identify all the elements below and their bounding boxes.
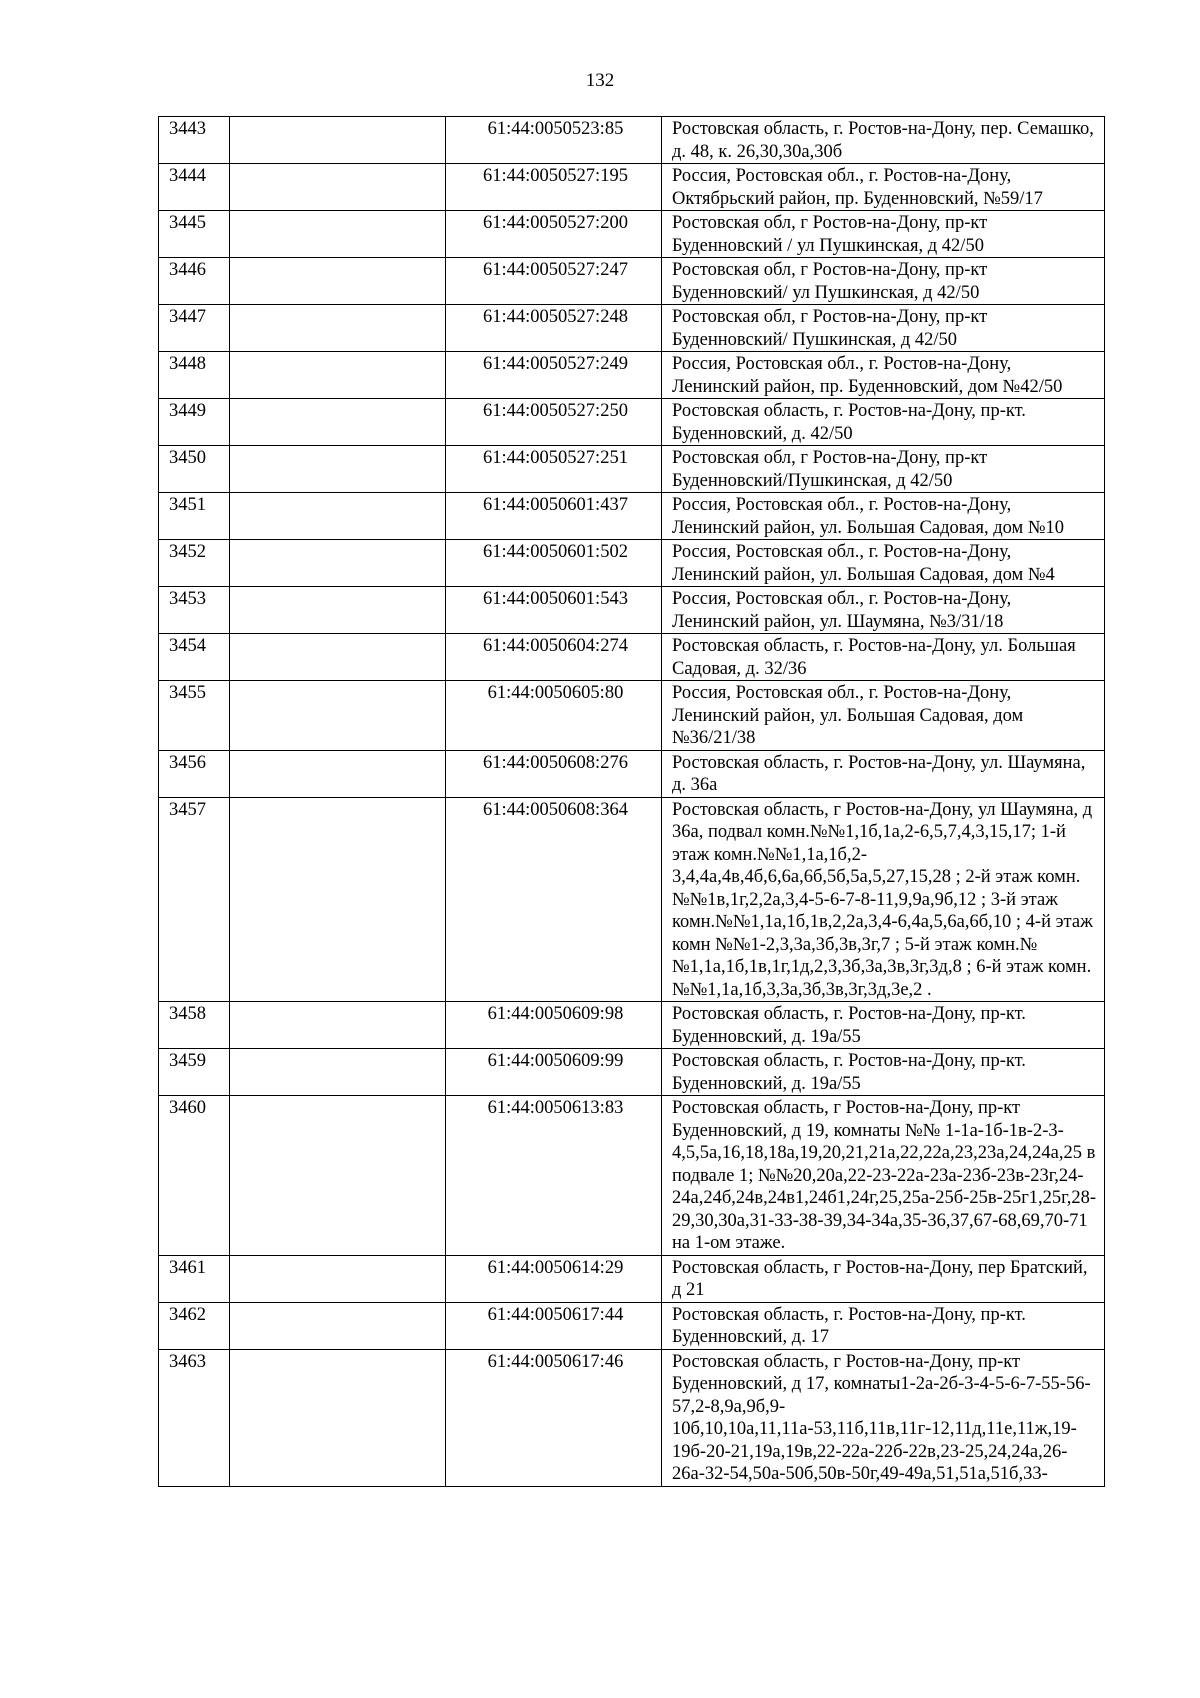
- address: Россия, Ростовская обл., г. Ростов-на-Дону, Ленинский район, ул. Большая Садовая, дом №36/21/38: [662, 681, 1105, 751]
- row-number: 3452: [159, 540, 230, 587]
- address: Ростовская область, г. Ростов-на-Дону, пр-кт. Буденновский, д. 42/50: [662, 399, 1105, 446]
- row-number: 3447: [159, 305, 230, 352]
- address: Россия, Ростовская обл., г. Ростов-на-Дону, Ленинский район, пр. Буденновский, дом №42/50: [662, 352, 1105, 399]
- table-row: [159, 1049, 1105, 1096]
- row-number: 3453: [159, 587, 230, 634]
- empty-cell: [230, 399, 446, 446]
- empty-cell: [230, 446, 446, 493]
- address: Ростовская обл, г Ростов-на-Дону, пр-кт Буденновский/Пушкинская, д 42/50: [662, 446, 1105, 493]
- address: Ростовская область, г. Ростов-на-Дону, пр-кт. Буденновский, д. 17: [662, 1302, 1105, 1349]
- row-number: 3451: [159, 493, 230, 540]
- row-number: 3456: [159, 750, 230, 797]
- empty-cell: [230, 117, 446, 164]
- address: Россия, Ростовская обл., г. Ростов-на-Дону, Октябрьский район, пр. Буденновский, №59/17: [662, 164, 1105, 211]
- table-row: [159, 446, 1105, 493]
- empty-cell: [230, 1096, 446, 1256]
- table-row: [159, 352, 1105, 399]
- cadastral-number: 61:44:0050605:80: [446, 681, 662, 751]
- table-row: [159, 211, 1105, 258]
- address: Ростовская область, г. Ростов-на-Дону, пер. Семашко, д. 48, к. 26,30,30а,30б: [662, 117, 1105, 164]
- cadastral-number: 61:44:0050617:44: [446, 1302, 662, 1349]
- empty-cell: [230, 1255, 446, 1302]
- table-row: [159, 1302, 1105, 1349]
- cadastral-number: 61:44:0050527:200: [446, 211, 662, 258]
- registry-table-body: [159, 117, 1105, 1487]
- table-row: [159, 634, 1105, 681]
- table-row: [159, 1002, 1105, 1049]
- cadastral-number: 61:44:0050614:29: [446, 1255, 662, 1302]
- row-number: 3449: [159, 399, 230, 446]
- cadastral-number: 61:44:0050609:98: [446, 1002, 662, 1049]
- registry-table: [158, 116, 1105, 1487]
- address: Ростовская область, г Ростов-на-Дону, пр-кт Буденновский, д 19, комнаты №№ 1-1а-1б-1в-2-3-4,5,5а,16,18,18а,19,20,21,21а,22,22а,23,23а,24,24а,25 в подвале 1; №№20,20а,22-23-22а-23а-23б-23в-23г,24-24а,24б,24в,24в1,24б1,24г,25,25а-25б-25в-25г1,25г,28-29,30,30а,31-33-38-39,34-34а,35-36,37,67-68,69,70-71 на 1-ом этаже.: [662, 1096, 1105, 1256]
- table-row: [159, 493, 1105, 540]
- cadastral-number: 61:44:0050527:251: [446, 446, 662, 493]
- address: Ростовская область, г. Ростов-на-Дону, ул. Большая Садовая, д. 32/36: [662, 634, 1105, 681]
- empty-cell: [230, 1349, 446, 1486]
- cadastral-number: 61:44:0050604:274: [446, 634, 662, 681]
- empty-cell: [230, 681, 446, 751]
- address: Ростовская обл, г Ростов-на-Дону, пр-кт Буденновский/ Пушкинская, д 42/50: [662, 305, 1105, 352]
- row-number: 3461: [159, 1255, 230, 1302]
- cadastral-number: 61:44:0050608:364: [446, 797, 662, 1002]
- address: Россия, Ростовская обл., г. Ростов-на-Дону, Ленинский район, ул. Большая Садовая, дом №10: [662, 493, 1105, 540]
- table-row: [159, 797, 1105, 1002]
- empty-cell: [230, 305, 446, 352]
- row-number: 3463: [159, 1349, 230, 1486]
- table-row: [159, 587, 1105, 634]
- cadastral-number: 61:44:0050527:195: [446, 164, 662, 211]
- empty-cell: [230, 352, 446, 399]
- row-number: 3450: [159, 446, 230, 493]
- cadastral-number: 61:44:0050601:543: [446, 587, 662, 634]
- empty-cell: [230, 211, 446, 258]
- cadastral-number: 61:44:0050527:247: [446, 258, 662, 305]
- empty-cell: [230, 164, 446, 211]
- cadastral-number: 61:44:0050527:248: [446, 305, 662, 352]
- empty-cell: [230, 634, 446, 681]
- cadastral-number: 61:44:0050617:46: [446, 1349, 662, 1486]
- table-row: [159, 681, 1105, 751]
- address: Ростовская область, г. Ростов-на-Дону, пр-кт. Буденновский, д. 19а/55: [662, 1049, 1105, 1096]
- empty-cell: [230, 797, 446, 1002]
- cadastral-number: 61:44:0050523:85: [446, 117, 662, 164]
- row-number: 3448: [159, 352, 230, 399]
- row-number: 3457: [159, 797, 230, 1002]
- table-row: [159, 258, 1105, 305]
- row-number: 3445: [159, 211, 230, 258]
- empty-cell: [230, 1002, 446, 1049]
- row-number: 3443: [159, 117, 230, 164]
- table-row: [159, 1096, 1105, 1256]
- table-row: [159, 164, 1105, 211]
- empty-cell: [230, 493, 446, 540]
- cadastral-number: 61:44:0050601:437: [446, 493, 662, 540]
- cadastral-number: 61:44:0050608:276: [446, 750, 662, 797]
- empty-cell: [230, 750, 446, 797]
- address: Россия, Ростовская обл., г. Ростов-на-Дону, Ленинский район, ул. Большая Садовая, дом №4: [662, 540, 1105, 587]
- table-row: [159, 305, 1105, 352]
- address: Ростовская обл, г Ростов-на-Дону, пр-кт Буденновский/ ул Пушкинская, д 42/50: [662, 258, 1105, 305]
- address: Ростовская область, г. Ростов-на-Дону, ул. Шаумяна, д. 36а: [662, 750, 1105, 797]
- empty-cell: [230, 587, 446, 634]
- empty-cell: [230, 1049, 446, 1096]
- row-number: 3459: [159, 1049, 230, 1096]
- table-row: [159, 540, 1105, 587]
- cadastral-number: 61:44:0050527:250: [446, 399, 662, 446]
- table-row: [159, 750, 1105, 797]
- address: Россия, Ростовская обл., г. Ростов-на-Дону, Ленинский район, ул. Шаумяна, №3/31/18: [662, 587, 1105, 634]
- row-number: 3460: [159, 1096, 230, 1256]
- row-number: 3454: [159, 634, 230, 681]
- table-row: [159, 117, 1105, 164]
- row-number: 3444: [159, 164, 230, 211]
- cadastral-number: 61:44:0050527:249: [446, 352, 662, 399]
- cadastral-number: 61:44:0050613:83: [446, 1096, 662, 1256]
- empty-cell: [230, 258, 446, 305]
- row-number: 3446: [159, 258, 230, 305]
- row-number: 3455: [159, 681, 230, 751]
- row-number: 3462: [159, 1302, 230, 1349]
- table-row: [159, 399, 1105, 446]
- address: Ростовская область, г Ростов-на-Дону, пер Братский, д 21: [662, 1255, 1105, 1302]
- row-number: 3458: [159, 1002, 230, 1049]
- empty-cell: [230, 540, 446, 587]
- address: Ростовская область, г Ростов-на-Дону, пр-кт Буденновский, д 17, комнаты1-2а-2б-3-4-5-6-7-55-56-57,2-8,9а,9б,9-10б,10,10а,11,11а-53,11б,11в,11г-12,11д,11е,11ж,19-19б-20-21,19а,19в,22-22а-22б-22в,23-25,24,24а,26-26а-32-54,50а-50б,50в-50г,49-49а,51,51а,51б,33-: [662, 1349, 1105, 1486]
- cadastral-number: 61:44:0050601:502: [446, 540, 662, 587]
- page-number: 132: [585, 70, 615, 91]
- table-row: [159, 1255, 1105, 1302]
- table-row: [159, 1349, 1105, 1486]
- address: Ростовская обл, г Ростов-на-Дону, пр-кт Буденновский / ул Пушкинская, д 42/50: [662, 211, 1105, 258]
- empty-cell: [230, 1302, 446, 1349]
- address: Ростовская область, г Ростов-на-Дону, ул Шаумяна, д 36а, подвал комн.№№1,1б,1а,2-6,5,7,4,3,15,17; 1-й этаж комн.№№1,1а,1б,2-3,4,4а,4в,4б,6,6а,6б,5б,5а,5,27,15,28 ; 2-й этаж комн. №№1в,1г,2,2а,3,4-5-6-7-8-11,9,9а,9б,12 ; 3-й этаж комн.№№1,1а,1б,1в,2,2а,3,4-6,4а,5,6а,6б,10 ; 4-й этаж комн №№1-2,3,3а,3б,3в,3г,7 ; 5-й этаж комн.№№1,1а,1б,1в,1г,1д,2,3,3б,3а,3в,3г,3д,8 ; 6-й этаж комн.№№1,1а,1б,3,3а,3б,3в,3г,3д,3е,2 .: [662, 797, 1105, 1002]
- address: Ростовская область, г. Ростов-на-Дону, пр-кт. Буденновский, д. 19а/55: [662, 1002, 1105, 1049]
- cadastral-number: 61:44:0050609:99: [446, 1049, 662, 1096]
